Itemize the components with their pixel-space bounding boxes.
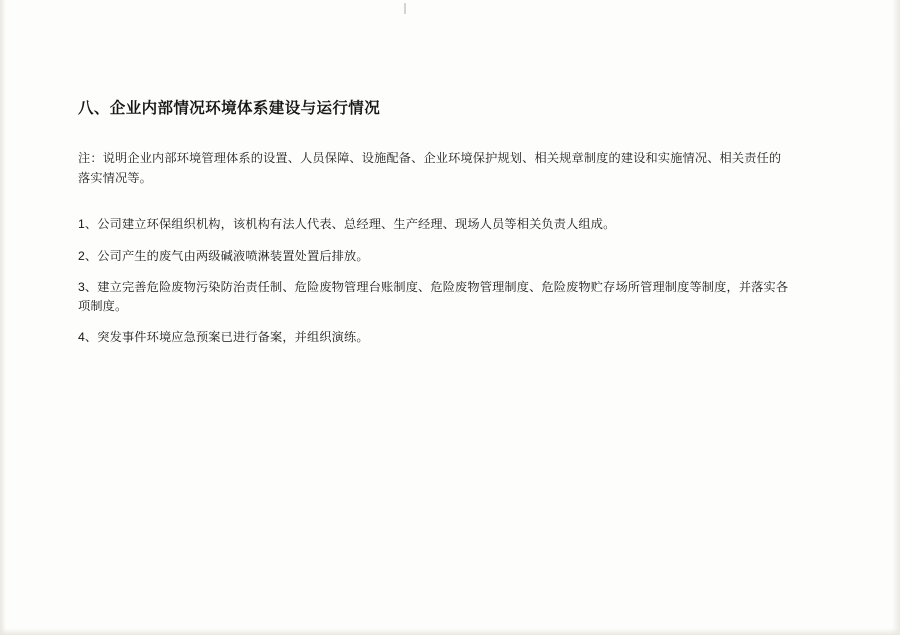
- scan-artifact-mark: [404, 3, 406, 14]
- document-body: [78, 98, 790, 360]
- page-title: 八、企业内部情况环境体系建设与运行情况: [78, 100, 381, 117]
- list-item: 3、建立完善危险废物污染防治责任制、危险废物管理台账制度、危险废物管理制度、危险废物贮存场所管理制度等制度，并落实各项制度。: [78, 279, 789, 313]
- numbered-item-list: [78, 215, 790, 347]
- note-label: 注：: [78, 150, 103, 165]
- page-edge-shadow-right: [892, 0, 900, 635]
- note-paragraph: [78, 148, 790, 189]
- page-edge-shadow-bottom: [0, 628, 900, 635]
- note-text: 说明企业内部环境管理体系的设置、人员保障、设施配备、企业环境保护规划、相关规章制度的建设和实施情况、相关责任的落实情况等。: [78, 150, 782, 186]
- list-item: 2、公司产生的废气由两级碱液喷淋装置处置后排放。: [78, 248, 369, 263]
- list-item: 1、公司建立环保组织机构，该机构有法人代表、总经理、生产经理、现场人员等相关负责人组成。: [78, 217, 616, 232]
- list-item: 4、突发事件环境应急预案已进行备案，并组织演练。: [78, 330, 369, 345]
- page-edge-shadow-left: [0, 0, 6, 635]
